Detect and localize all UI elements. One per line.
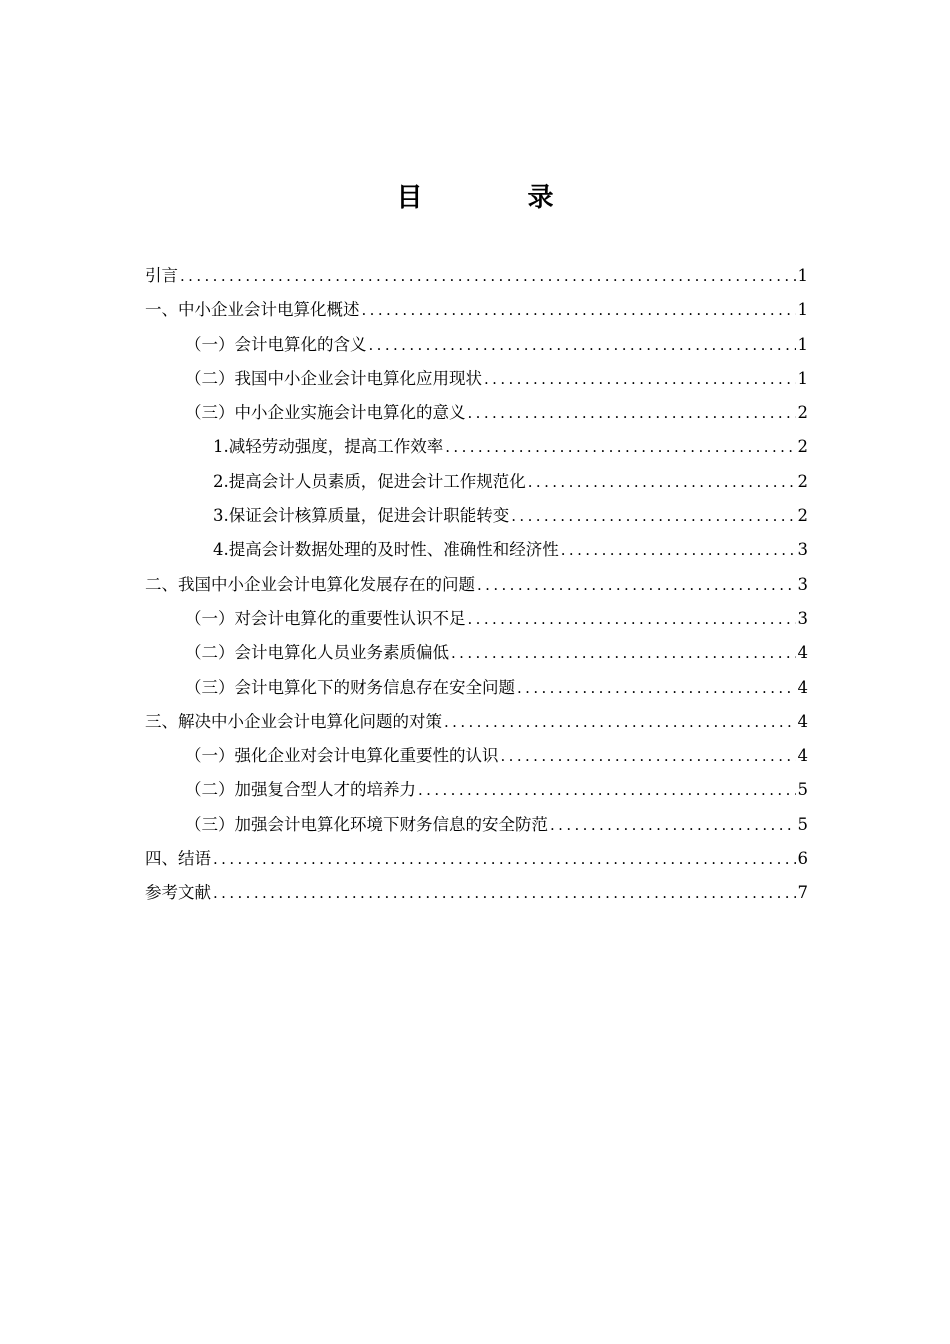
- dot-leader: [468, 396, 796, 430]
- dot-leader: [445, 430, 795, 464]
- toc-entry-label: （一）会计电算化的含义: [185, 334, 367, 354]
- toc-entry-page: 3: [797, 540, 808, 560]
- toc-entry-page: 1: [797, 300, 808, 320]
- toc-entry-page: 4: [797, 746, 808, 766]
- toc-entry[interactable]: [145, 739, 808, 773]
- toc-entry[interactable]: [145, 465, 808, 499]
- toc-entry-label: （二）加强复合型人才的培养力: [185, 780, 416, 800]
- toc-entry-page: 4: [797, 711, 808, 731]
- toc-entry-label: （三）加强会计电算化环境下财务信息的安全防范: [185, 814, 548, 834]
- toc-entry-label: 2.提高会计人员素质，促进会计工作规范化: [213, 471, 526, 491]
- toc-entry-label: 3.保证会计核算质量，促进会计职能转变: [213, 506, 510, 526]
- dot-leader: [477, 568, 796, 602]
- toc-entry-label: （二）我国中小企业会计电算化应用现状: [185, 368, 482, 388]
- toc-entry[interactable]: [145, 876, 808, 910]
- toc-entry-label: 引言: [145, 266, 178, 285]
- toc-entry-page: 2: [797, 403, 808, 423]
- dot-leader: [550, 808, 796, 842]
- toc-entry[interactable]: [145, 499, 808, 533]
- dot-leader: [528, 465, 796, 499]
- toc-entry-label: （二）会计电算化人员业务素质偏低: [185, 643, 449, 663]
- toc-entry[interactable]: [145, 705, 808, 739]
- toc-entry-page: 4: [797, 643, 808, 663]
- toc-entry[interactable]: [145, 602, 808, 636]
- toc-entry-page: 3: [797, 608, 808, 628]
- dot-leader: [501, 739, 796, 773]
- toc-entry-label: （一）对会计电算化的重要性认识不足: [185, 608, 466, 628]
- toc-entry-label: 三、解决中小企业会计电算化问题的对策: [145, 711, 442, 731]
- toc-entry[interactable]: [145, 808, 808, 842]
- toc-entry-label: 二、我国中小企业会计电算化发展存在的问题: [145, 574, 475, 594]
- toc-entry-label: 参考文献: [145, 883, 211, 903]
- toc-entry-label: 1.减轻劳动强度，提高工作效率: [213, 437, 444, 457]
- toc-entry-page: 2: [797, 471, 808, 491]
- dot-leader: [468, 602, 796, 636]
- toc-entry-label: （一）强化企业对会计电算化重要性的认识: [185, 746, 499, 766]
- dot-leader: [213, 842, 796, 876]
- toc-entry-page: 6: [797, 849, 808, 869]
- toc-entry[interactable]: [145, 396, 808, 430]
- dot-leader: [561, 533, 796, 567]
- toc-entry-label: 4.提高会计数据处理的及时性、准确性和经济性: [213, 540, 559, 560]
- toc-entry[interactable]: [145, 636, 808, 670]
- toc-entry-page: 2: [797, 437, 808, 457]
- toc-entry-page: 1: [797, 334, 808, 354]
- dot-leader: [511, 499, 795, 533]
- toc-entry-page: 4: [797, 677, 808, 697]
- toc-entry[interactable]: [145, 362, 808, 396]
- toc-entry-page: 5: [797, 780, 808, 800]
- dot-leader: [213, 876, 796, 910]
- dot-leader: [484, 362, 796, 396]
- toc-entry[interactable]: [145, 773, 808, 807]
- toc-title: 目 录: [396, 183, 602, 213]
- toc-entry[interactable]: [145, 293, 808, 327]
- toc-entry[interactable]: [145, 430, 808, 464]
- toc-entry[interactable]: [145, 259, 808, 293]
- toc-entry[interactable]: [145, 671, 808, 705]
- toc-entry-label: （三）会计电算化下的财务信息存在安全问题: [185, 677, 515, 697]
- dot-leader: [451, 636, 796, 670]
- dot-leader: [180, 259, 796, 293]
- dot-leader: [444, 705, 796, 739]
- dot-leader: [362, 293, 796, 327]
- toc-entry-label: 四、结语: [145, 849, 211, 869]
- toc-entry-page: 2: [797, 506, 808, 526]
- toc-entry-page: 3: [797, 574, 808, 594]
- toc-entry[interactable]: [145, 842, 808, 876]
- toc-list: [145, 259, 808, 911]
- toc-entry[interactable]: [145, 533, 808, 567]
- toc-entry-page: 7: [797, 883, 808, 903]
- dot-leader: [369, 328, 796, 362]
- toc-entry-page: 1: [797, 368, 808, 388]
- toc-entry-page: 5: [797, 814, 808, 834]
- toc-entry-label: 一、中小企业会计电算化概述: [145, 300, 360, 320]
- dot-leader: [418, 773, 796, 807]
- toc-entry[interactable]: [145, 328, 808, 362]
- toc-entry-label: （三）中小企业实施会计电算化的意义: [185, 403, 466, 423]
- dot-leader: [517, 671, 796, 705]
- toc-entry[interactable]: [145, 568, 808, 602]
- toc-entry-page: 1: [797, 266, 808, 285]
